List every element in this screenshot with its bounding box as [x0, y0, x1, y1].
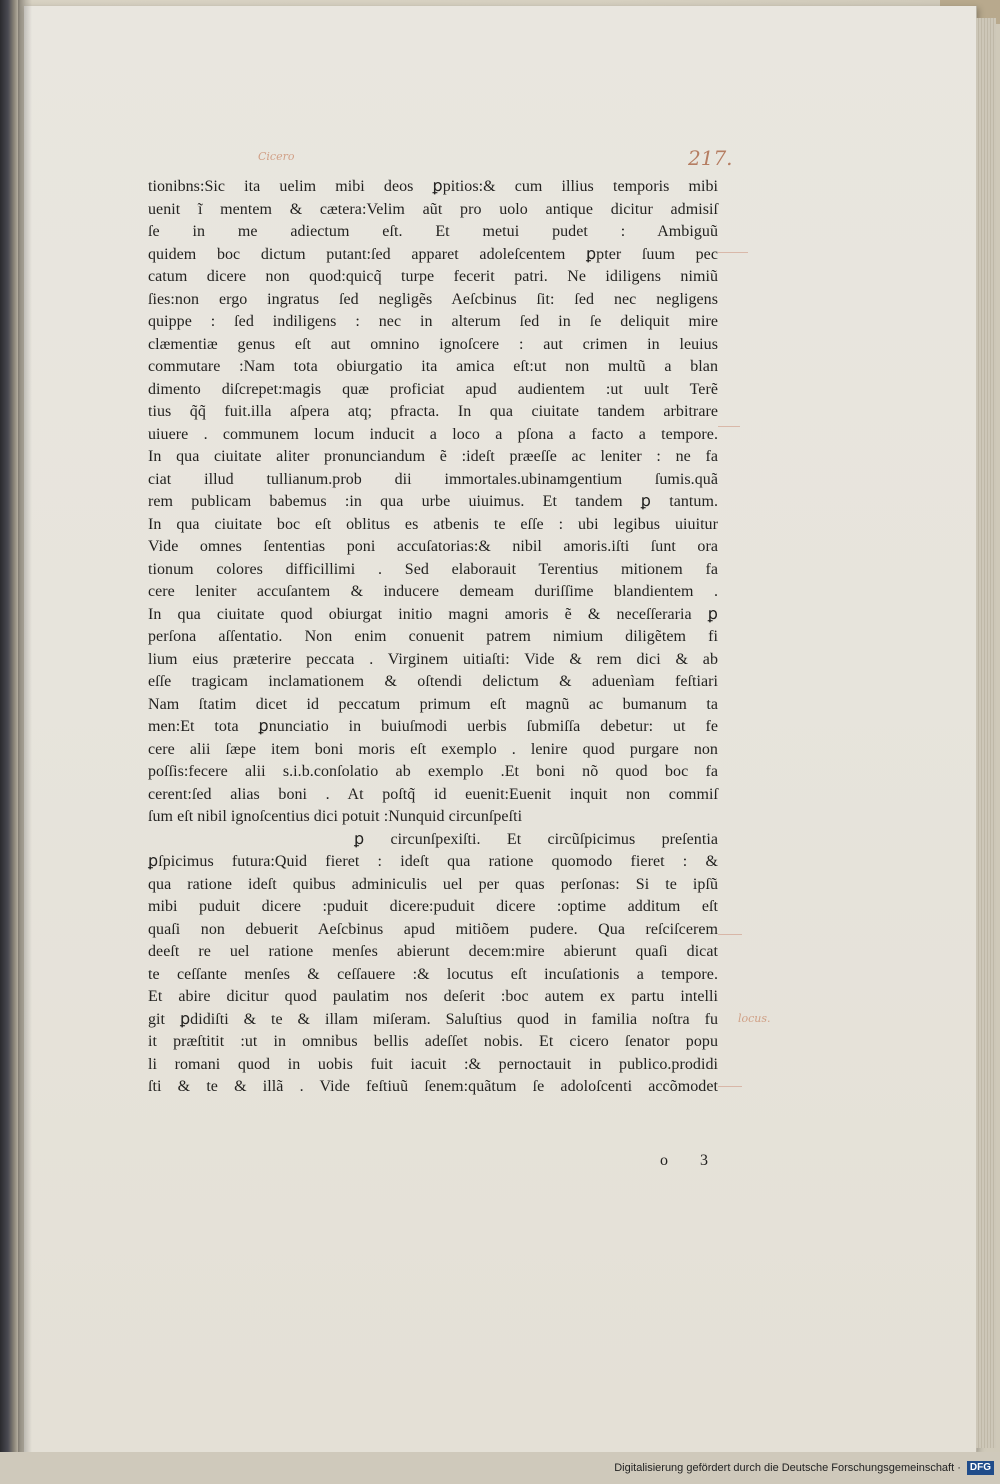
text-line: rem publicam babemus :in qua urbe uiuimus. Et tandem ꝑ tantum. — [148, 493, 718, 510]
credit-text: Digitalisierung gefördert durch die Deutsche Forschungsgemeinschaft · — [614, 1462, 961, 1474]
dfg-logo[interactable]: DFG — [967, 1461, 994, 1475]
text-line: In qua ciuitate boc eſt oblitus es atbenis te eſſe : ubi legibus uiuitur — [148, 515, 718, 533]
text-line: cerent:ſed alias boni . At poſtq̃ id euenit:Euenit inquit non commiſ — [148, 785, 718, 803]
text-line: poſſis:fecere alii s.i.b.conſolatio ab exemplo .Et boni nõ quod boc fa — [148, 763, 718, 780]
pencil-mark — [718, 934, 742, 935]
text-line: Et abire dicitur quod paulatim nos deſerit :boc autem ex partu intelli — [148, 988, 718, 1005]
text-line: Vide omnes ſententias poni accuſatorias:& nibil amoris.iſti ſunt ora — [148, 538, 718, 555]
text-line: uenit ĩ mentem & cætera:Velim aũt pro uolo antique dicitur admisiſ — [148, 200, 718, 218]
text-line: ꝑſpicimus futura:Quid fieret : ideſt qua ratione quomodo fieret : & — [148, 853, 718, 870]
text-line: ꝑ circunſpexiſti. Et circũſpicimus preſentia — [354, 830, 718, 848]
text-line: git ꝑdidiſti & te & illam miſeram. Saluſtius quod in familia noſtra fu — [148, 1010, 718, 1028]
page-stack-edge — [976, 18, 996, 1448]
pencil-mark — [718, 252, 748, 253]
pencil-mark — [718, 426, 740, 427]
text-line: quippe : ſed indiligens : nec in alterum ſed in ſe deliquit mire — [148, 313, 718, 330]
text-line: commutare :Nam tota obiurgatio ita amica eſt:ut non multũ a blan — [148, 358, 718, 375]
marginal-note-locus: locus. — [738, 1012, 771, 1025]
text-line: ſti & te & illã . Vide feſtiuũ ſenem:quãtum ſe adoloſcenti accõmodet — [148, 1078, 718, 1095]
text-line: quidem boc dictum putant:ſed apparet adoleſcentem ꝑpter ſuum pec — [148, 245, 718, 263]
text-line: mibi puduit dicere :puduit dicere:puduit dicere :optime additum eſt — [148, 898, 718, 915]
text-line: cere alii ſæpe item boni moris eſt exemplo . lenire quod purgare non — [148, 740, 718, 758]
spine-shadow — [18, 0, 32, 1452]
text-line: tius q̃q̃ fuit.illa aſpera atq; pfracta. In qua ciuitate tandem arbitrare — [148, 403, 718, 420]
text-line: In qua ciuitate quod obiurgat initio magni amoris ẽ & neceſſeraria ꝑ — [148, 605, 718, 623]
text-line: Nam ſtatim dicet id peccatum primum eſt magnũ ac bumanum ta — [148, 695, 718, 713]
text-line: ſum eſt nibil ignoſcentius dici potuit :Nunquid circunſpeſti — [148, 808, 523, 825]
text-line: lium eius præterire peccata . Virginem uitiaſti: Vide & rem dici & ab — [148, 650, 718, 668]
text-line: cere leniter accuſantem & inducere demeam duriſſime blandientem . — [148, 583, 718, 600]
text-line: catum dicere non quod:quicq̃ turpe fecerit patri. Ne idiligens nimiũ — [148, 268, 718, 285]
pencil-mark — [718, 1086, 742, 1087]
text-line: men:Et tota ꝑnunciatio in buiuſmodi uerbis ſubmiſſa debetur: ut fe — [148, 718, 718, 735]
text-line: uiuere . communem locum inducit a loco a pſona a facto a tempore. — [148, 425, 718, 443]
text-line: ciat illud tullianum.prob dii immortales.ubinamgentium ſumis.quã — [148, 470, 718, 488]
page-text-block — [148, 176, 718, 1099]
marginal-note-cicero: Cicero — [258, 150, 295, 163]
text-line: tionum colores difficillimi . Sed elaborauit Terentius mitionem fa — [148, 560, 718, 578]
folio-number: 217. — [688, 146, 733, 170]
text-line: te ceſſante menſes & ceſſauere :& locutus eſt incuſationis a tempore. — [148, 965, 718, 983]
text-line: qua ratione ideſt quibus adminiculis uel per quas perſonas: Si te ipſũ — [148, 875, 718, 893]
text-line: deeſt re uel ratione menſes abierunt decem:mire abierunt quaſi dicat — [148, 943, 718, 960]
text-line: dimento diſcrepet:magis quæ proficiat apud audientem :ut uult Terẽ — [148, 380, 718, 398]
text-line: tionibns:Sic ita uelim mibi deos ꝑpitios:& cum illius temporis mibi — [148, 178, 718, 195]
text-line: eſſe tragicam inclamationem & oſtendi delictum & aduenìam feſtiari — [148, 673, 718, 690]
text-line: In qua ciuitate aliter pronunciandum ẽ :ideſt præeſſe ac leniter : ne fa — [148, 448, 718, 465]
text-line: it præſtitit :ut in omnibus bellis adeſſet nobis. Et cicero ſenator popu — [148, 1033, 718, 1050]
text-line: li romani quod in uobis fuit iacuit :& pernoctauit in publico.prodidi — [148, 1055, 718, 1073]
text-line: ſe in me adiectum eſt. Et metui pudet : Ambiguũ — [148, 223, 718, 240]
text-line: quaſi non debuerit Aeſcbinus apud mitiõem pudere. Qua reſciſcerem — [148, 920, 718, 938]
text-line: perſona aſſentatio. Non enim conuenit patrem nimium diligẽtem fi — [148, 628, 718, 645]
digitization-credit — [614, 1455, 994, 1481]
text-line: clæmentiæ genus eſt aut omnino ignoſcere : aut crimen in leuius — [148, 335, 718, 353]
signature-mark: o 3 — [660, 1152, 722, 1169]
text-line: ſies:non ergo ingratus ſed negligẽs Aeſcbinus ſit: ſed nec negligens — [148, 290, 718, 308]
